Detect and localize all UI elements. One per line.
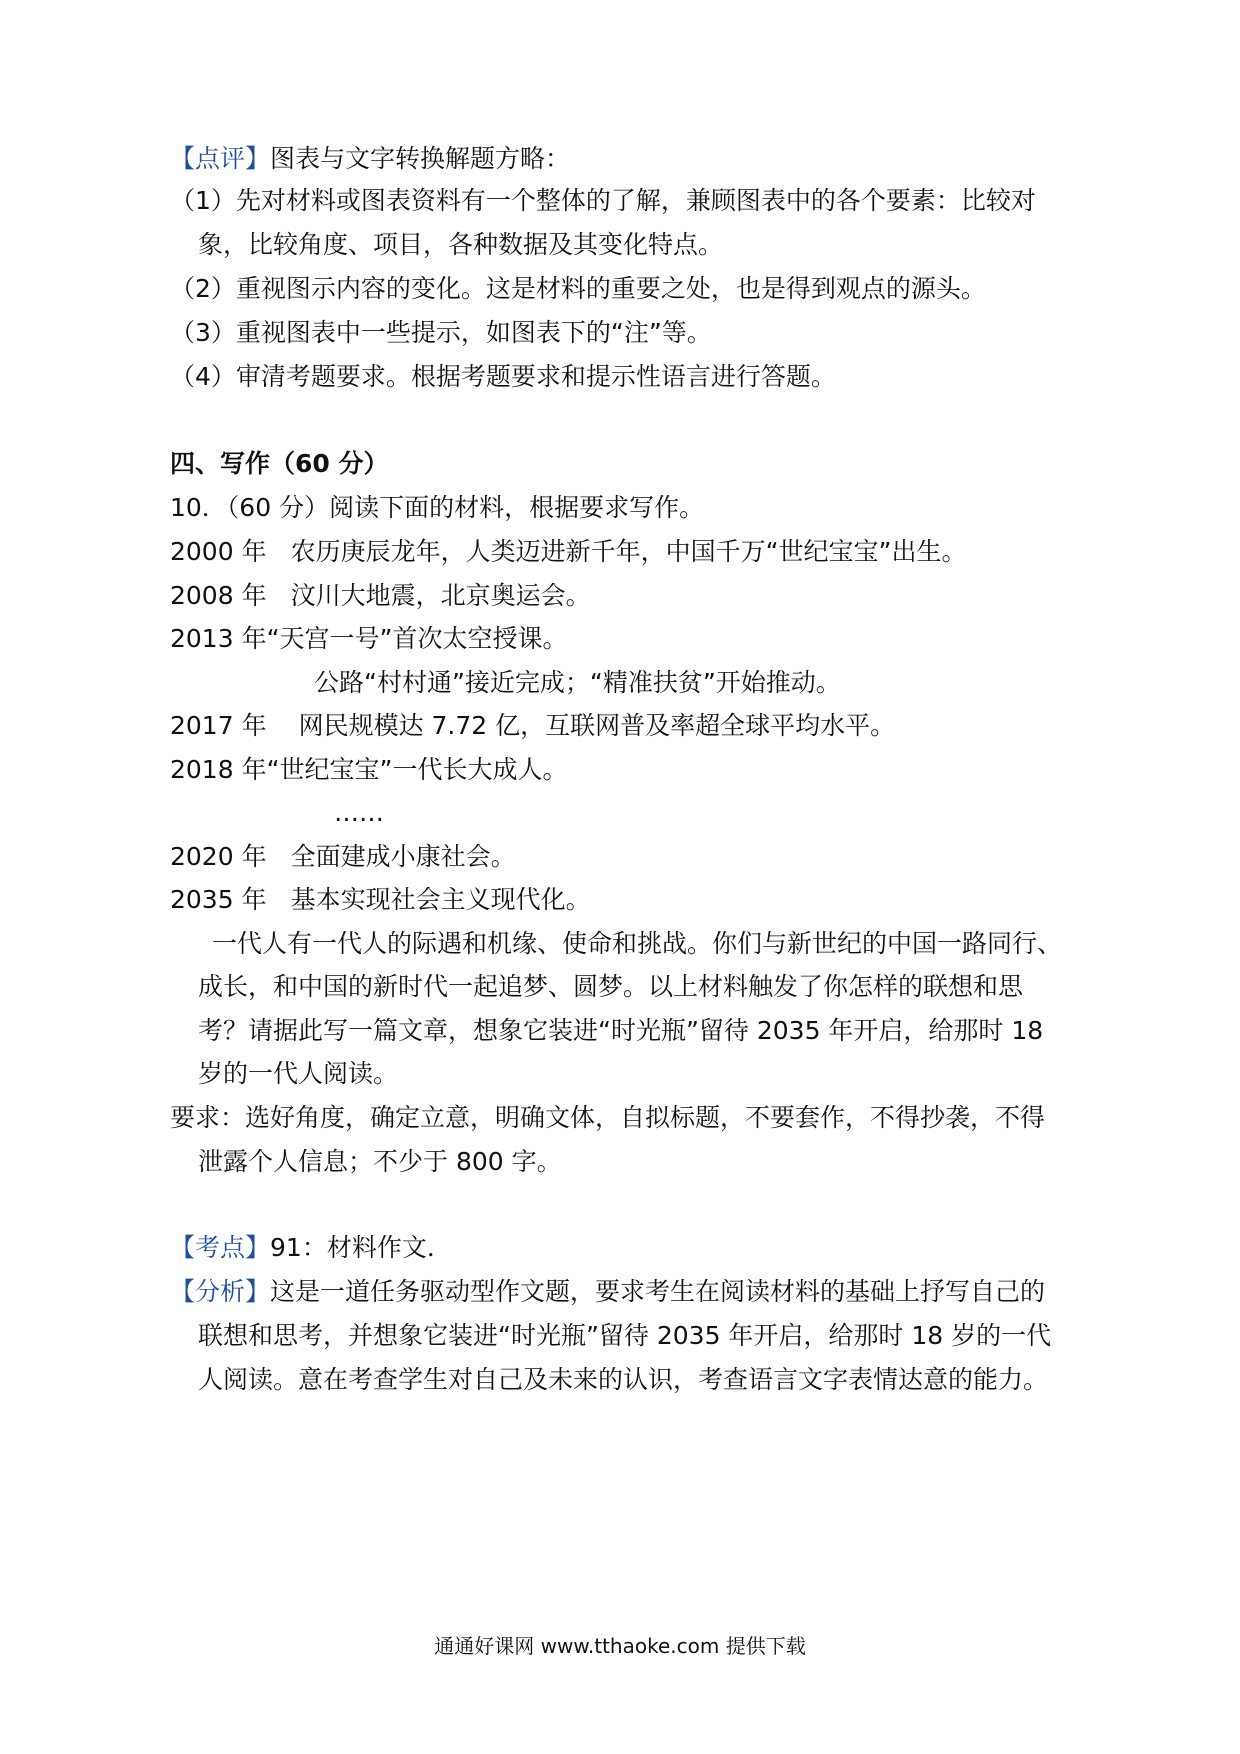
fenxi-tag: 【分析】 <box>170 1277 271 1306</box>
review-item-1-line-1: （1）先对材料或图表资料有一个整体的了解，兼顾图表中的各个要素：比较对 <box>170 186 1036 215</box>
review-item-4: （4）审清考题要求。根据考题要求和提示性语言进行答题。 <box>170 362 836 391</box>
kaodian-text: 91：材料作文． <box>270 1233 452 1262</box>
fenxi-line-3: 人阅读。意在考查学生对自己及未来的认识，考查语言文字表情达意的能力。 <box>198 1365 1049 1394</box>
timeline-year: 2000 年 <box>170 537 267 566</box>
timeline-text: 汶川大地震，北京奥运会。 <box>290 581 591 610</box>
timeline-text: 网民规模达 7.72 亿，互联网普及率超全球平均水平。 <box>298 711 896 740</box>
requirements-line-2: 泄露个人信息；不少于 800 字。 <box>198 1147 562 1176</box>
timeline-row <box>170 753 567 787</box>
timeline-row <box>314 666 841 700</box>
timeline-row <box>170 840 516 874</box>
kaodian-tag: 【考点】 <box>170 1233 271 1262</box>
timeline-text: “世纪宝宝”一代长大成人。 <box>266 755 568 784</box>
ellipsis: …… <box>334 798 384 827</box>
fenxi-line-2: 联想和思考，并想象它装进“时光瓶”留待 2035 年开启，给那时 18 岁的一代 <box>198 1321 1052 1350</box>
review-intro: 图表与文字转换解题方略： <box>270 144 571 173</box>
page-footer: 通通好课网 www.tthaoke.com 提供下载 <box>434 1634 806 1658</box>
fenxi-text: 这是一道任务驱动型作文题，要求考生在阅读材料的基础上抒写自己的 <box>270 1277 1046 1306</box>
prompt-paragraph-line-4: 岁的一代人阅读。 <box>198 1059 399 1088</box>
timeline-text: 基本实现社会主义现代化。 <box>290 885 591 914</box>
kaodian-line <box>170 1231 452 1265</box>
timeline-year: 2013 年 <box>170 624 267 653</box>
timeline-row <box>334 796 384 830</box>
timeline-row <box>170 535 966 569</box>
timeline-row <box>170 709 895 743</box>
review-tag: 【点评】 <box>170 144 271 173</box>
fenxi-line-1 <box>170 1275 1045 1309</box>
prompt-paragraph-line-2: 成长，和中国的新时代一起追梦、圆梦。以上材料触发了你怎样的联想和思 <box>198 972 1024 1001</box>
timeline-row <box>170 622 567 656</box>
timeline-year: 2017 年 <box>170 711 267 740</box>
review-item-1-line-2: 象，比较角度、项目，各种数据及其变化特点。 <box>198 230 724 259</box>
review-line <box>170 142 570 176</box>
question-line: 10．（60 分）阅读下面的材料，根据要求写作。 <box>170 493 705 522</box>
timeline-row <box>170 579 591 613</box>
prompt-paragraph-line-1: 一代人有一代人的际遇和机缘、使命和挑战。你们与新世纪的中国一路同行、 <box>212 929 1063 958</box>
review-item-3: （3）重视图表中一些提示，如图表下的“注”等。 <box>170 318 712 347</box>
prompt-paragraph-line-3: 考？请据此写一篇文章，想象它装进“时光瓶”留待 2035 年开启，给那时 18 <box>198 1016 1044 1045</box>
timeline-year: 2020 年 <box>170 842 267 871</box>
timeline-year: 2035 年 <box>170 885 267 914</box>
timeline-text: 全面建成小康社会。 <box>290 842 516 871</box>
timeline-text: “天宫一号”首次太空授课。 <box>266 624 568 653</box>
timeline-year: 2008 年 <box>170 581 267 610</box>
timeline-text: 公路“村村通”接近完成；“精准扶贫”开始推动。 <box>314 668 841 697</box>
timeline-year: 2018 年 <box>170 755 267 784</box>
requirements-line-1: 要求：选好角度，确定立意，明确文体，自拟标题，不要套作，不得抄袭，不得 <box>170 1103 1046 1132</box>
timeline-text: 农历庚辰龙年，人类迈进新千年，中国千万“世纪宝宝”出生。 <box>290 537 967 566</box>
timeline-row <box>170 883 591 917</box>
section-heading: 四、写作（60 分） <box>170 449 389 478</box>
review-item-2: （2）重视图示内容的变化。这是材料的重要之处，也是得到观点的源头。 <box>170 274 986 303</box>
